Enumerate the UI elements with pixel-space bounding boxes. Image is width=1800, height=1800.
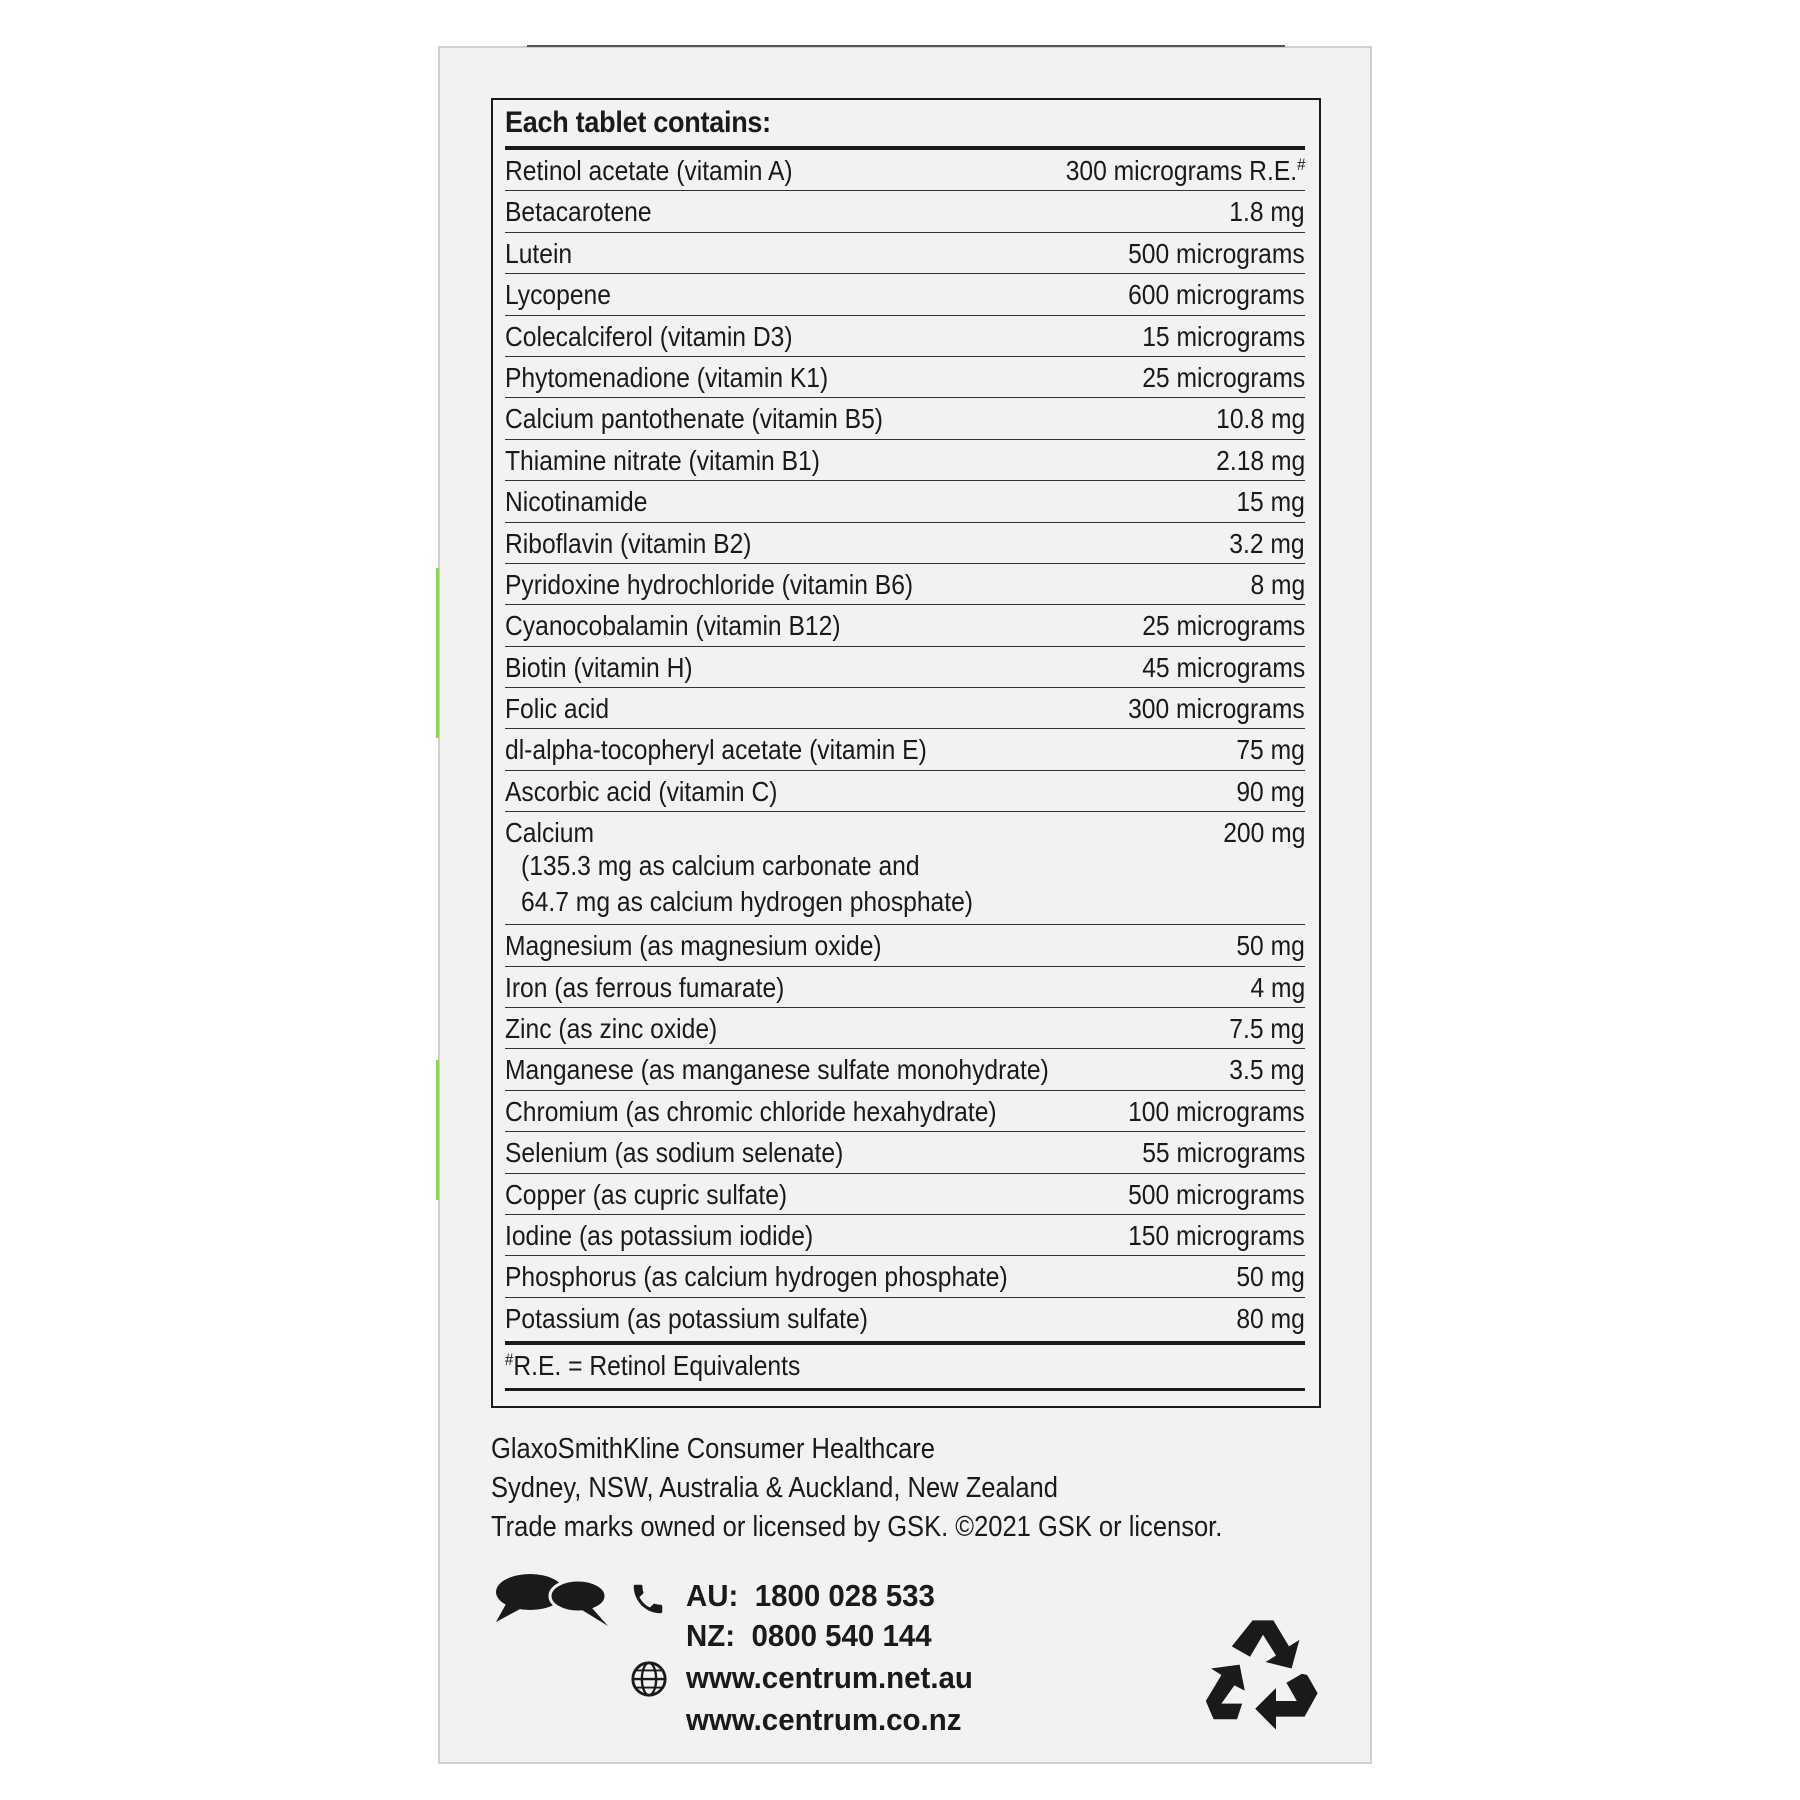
ingredient-amount [1250,967,1305,1008]
ingredient-amount [1128,1174,1305,1215]
table-row [505,523,1305,564]
table-row [505,605,1305,646]
footnote-rule [505,1388,1305,1391]
ingredient-amount [1237,1256,1305,1297]
amount-text: 45 micrograms [1142,651,1305,683]
ingredient-amount [1142,1132,1305,1173]
table-row [505,274,1305,315]
ingredient-amount [1128,1091,1305,1132]
table-row [505,481,1305,522]
amount-text: 80 mg [1236,1302,1305,1334]
ingredient-amount [1230,1008,1305,1049]
ingredient-name: Nicotinamide [505,486,648,518]
ingredient-name: Iron (as ferrous fumarate) [505,971,785,1003]
table-row [505,1049,1305,1090]
ingredient-amount [1237,1298,1305,1339]
ingredient-name: Zinc (as zinc oxide) [505,1013,718,1045]
ingredient-name: Manganese (as manganese sulfate monohydrate) [505,1054,1049,1086]
website-au[interactable]: www.centrum.net.au [686,1660,973,1695]
amount-text: 3.5 mg [1229,1054,1305,1086]
amount-text: 8 mg [1250,568,1305,600]
ingredient-name: Retinol acetate (vitamin A) [505,155,793,186]
ingredient-name: Calcium [505,817,595,849]
table-row [505,440,1305,481]
ingredient-rows [505,150,1305,1339]
ingredient-amount [1223,812,1305,853]
ingredient-name: Folic acid [505,693,610,725]
table-row [505,191,1305,232]
amount-text: 50 mg [1236,1261,1305,1293]
company-location: Sydney, NSW, Australia & Auckland, New Zealand [491,1472,1058,1504]
phone-icon [629,1580,667,1618]
table-row [505,925,1305,966]
table-title: Each tablet contains: [505,106,771,139]
ingredient-amount [1142,316,1305,357]
recycle-icon [1198,1610,1328,1740]
amount-text: 2.18 mg [1215,444,1305,476]
ingredient-amount [1230,523,1305,564]
amount-text: 600 micrograms [1128,279,1305,311]
footnote-text: R.E. = Retinol Equivalents [513,1350,801,1381]
company-name: GlaxoSmithKline Consumer Healthcare [491,1433,935,1465]
table-row [505,1008,1305,1049]
ingredient-name: Ascorbic acid (vitamin C) [505,775,778,807]
amount-text: 500 micrograms [1128,237,1305,269]
amount-text: 55 micrograms [1142,1137,1305,1169]
ingredient-amount [1128,1215,1305,1256]
ingredient-name: Calcium pantothenate (vitamin B5) [505,403,884,435]
ingredient-name: Phosphorus (as calcium hydrogen phosphate) [505,1261,1008,1293]
amount-text: 15 mg [1236,486,1305,518]
top-fold-line [527,45,1285,47]
ingredient-amount [1216,398,1305,439]
ingredient-name: Phytomenadione (vitamin K1) [505,361,829,393]
trademark-notice: Trade marks owned or licensed by GSK. ©2021 GSK or licensor. [491,1511,1223,1543]
ingredient-name: Lutein [505,237,573,269]
ingredient-amount [1128,233,1305,274]
table-end-rule [505,1341,1305,1345]
ingredient-amount [1230,191,1305,232]
amount-text: 500 micrograms [1128,1178,1305,1210]
table-row [505,150,1305,191]
table-row [505,647,1305,688]
table-row [505,771,1305,812]
table-row [505,1256,1305,1297]
amount-text: 1.8 mg [1229,196,1305,228]
table-row [505,688,1305,729]
footnote [505,1347,800,1385]
table-row [505,812,1305,925]
nz-label: NZ: [686,1618,736,1653]
ingredient-name: dl-alpha-tocopheryl acetate (vitamin E) [505,734,927,766]
table-row [505,564,1305,605]
ingredient-name: Potassium (as potassium sulfate) [505,1302,868,1334]
ingredient-name: Thiamine nitrate (vitamin B1) [505,444,820,476]
amount-text: 150 micrograms [1128,1219,1305,1251]
globe-icon [630,1660,668,1698]
amount-text: 4 mg [1250,971,1305,1003]
table-row [505,316,1305,357]
amount-text: 10.8 mg [1215,403,1305,435]
table-row [505,1174,1305,1215]
table-row [505,233,1305,274]
table-row [505,967,1305,1008]
ingredient-name: Colecalciferol (vitamin D3) [505,320,793,352]
amount-text: 100 micrograms [1128,1095,1305,1127]
nz-phone[interactable]: 0800 540 144 [751,1618,932,1653]
table-row [505,357,1305,398]
ingredient-name: Cyanocobalamin (vitamin B12) [505,610,841,642]
ingredient-amount [1230,1049,1305,1090]
au-label: AU: [686,1578,739,1613]
table-row [505,1132,1305,1173]
ingredient-amount [1237,771,1305,812]
ingredient-amount [1065,150,1305,191]
amount-text: 90 mg [1236,775,1305,807]
ingredient-amount [1142,605,1305,646]
table-row [505,1298,1305,1339]
amount-text: 200 mg [1222,817,1305,849]
amount-text: 15 micrograms [1142,320,1305,352]
ingredient-name: Chromium (as chromic chloride hexahydrate) [505,1095,997,1127]
amount-text: 3.2 mg [1229,527,1305,559]
ingredient-detail: (135.3 mg as calcium carbonate and [521,850,920,882]
nz-phone-line [686,1618,932,1654]
ingredient-amount [1237,729,1305,770]
table-row [505,1091,1305,1132]
ingredient-name: Copper (as cupric sulfate) [505,1178,788,1210]
ingredient-name: Lycopene [505,279,611,311]
table-row [505,1215,1305,1256]
company-info [491,1430,1222,1547]
website-nz[interactable]: www.centrum.co.nz [686,1702,962,1737]
ingredient-amount [1237,925,1305,966]
amount-text: 25 micrograms [1142,610,1305,642]
speech-bubbles-icon [492,1572,612,1628]
footnote-mark: # [505,1350,514,1369]
ingredient-amount [1216,440,1305,481]
ingredient-name: Riboflavin (vitamin B2) [505,527,752,559]
amount-text: 25 micrograms [1142,361,1305,393]
ingredient-name: Iodine (as potassium iodide) [505,1219,814,1251]
amount-text: 300 micrograms R.E. [1065,155,1297,186]
amount-text: 75 mg [1236,734,1305,766]
ingredient-name: Selenium (as sodium selenate) [505,1137,844,1169]
table-row [505,729,1305,770]
ingredient-amount [1237,481,1305,522]
ingredient-amount [1128,688,1305,729]
au-phone-line [686,1578,935,1614]
ingredient-amount [1128,274,1305,315]
green-edge-mark [436,568,439,738]
ingredient-amount [1250,564,1305,605]
au-phone[interactable]: 1800 028 533 [754,1578,935,1613]
ingredient-name: Magnesium (as magnesium oxide) [505,930,882,962]
ingredient-name: Biotin (vitamin H) [505,651,693,683]
amount-text: 300 micrograms [1128,693,1305,725]
amount-text: 7.5 mg [1229,1013,1305,1045]
amount-footnote-mark: # [1296,155,1305,174]
ingredient-amount [1142,357,1305,398]
ingredient-detail: 64.7 mg as calcium hydrogen phosphate) [521,886,974,918]
green-edge-mark [436,1060,439,1200]
table-row [505,398,1305,439]
ingredient-name: Betacarotene [505,196,652,228]
amount-text: 50 mg [1236,930,1305,962]
ingredient-amount [1142,647,1305,688]
ingredient-name: Pyridoxine hydrochloride (vitamin B6) [505,568,914,600]
